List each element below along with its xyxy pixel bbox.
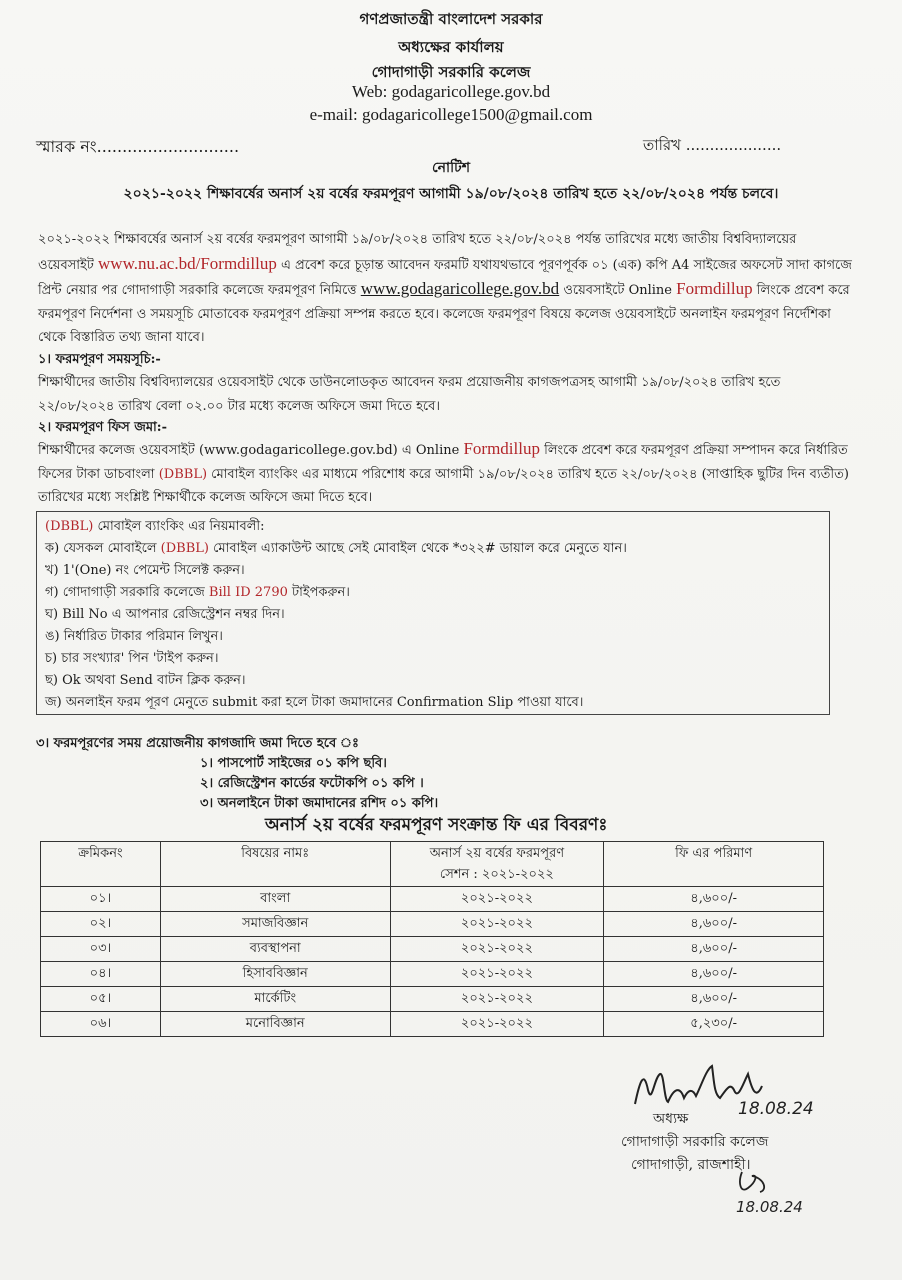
fee-text-b: লিংকে প্রবেশ করে ফরমপূরণ প্রক্রিয়া সম্পাদন করে নির্ধারিত ফিসের টাকা ডাচবাংলা [38, 443, 848, 482]
table-row: ০৬। মনোবিজ্ঞান ২০২১-২০২২ ৫,২৩০/- [41, 1012, 824, 1037]
header-subject: বিষয়ের নামঃ [160, 842, 390, 887]
dbbl-rule: ক) যেসকল মোবাইলে (DBBL) মোবাইল এ্যাকাউন্ট আছে সেই মোবাইল থেকে *৩২২# ডায়াল করে মেনুতে যান। [45, 541, 627, 556]
dbbl-rules-title [45, 516, 821, 538]
intro-text-d: লিংকে প্রবেশ করে ফরমপূরণ নির্দেশনা ও সময়সূচি মোতাবেক ফরমপূরণ প্রক্রিয়া সম্পন্ন করতে হবে। কলেজে ফরমপূরণ বিষয়ে কলেজ ওয়েবসাইটে অনলাইন ফরমপূরণ নির্দেশিকা থেকে বিস্তারিত তথ্য জানা যাবে। [38, 283, 850, 345]
dbbl-rule: ঘ) Bill No এ আপনার রেজিস্ট্রেশন নম্বর দিন। [45, 607, 285, 622]
signatory-designation: অধ্যক্ষ [653, 1111, 689, 1127]
fee-table [40, 841, 824, 1037]
fee-payment-heading: ২। ফরমপূরণ ফিস জমা:- [38, 420, 168, 435]
signatory-location: গোদাগাড়ী, রাজশাহী। [631, 1157, 751, 1173]
schedule-heading: ১। ফরমপূরণ সময়সূচি:- [38, 352, 161, 367]
requirement-item: ২। রেজিস্ট্রেশন কার্ডের ফটোকপি ০১ কপি । [200, 776, 424, 791]
formdillup-label-2: Formdillup [463, 439, 540, 458]
requirement-item: ১। পাসপোর্ট সাইজের ০১ কপি ছবি। [200, 756, 387, 771]
dbbl-rule: খ) 1'(One) নং পেমেন্ট সিলেক্ট করুন। [45, 563, 245, 578]
dbbl-rule: ঙ) নির্ধারিত টাকার পরিমান লিখুন। [45, 629, 223, 644]
college-website-link[interactable]: www.godagaricollege.gov.bd [360, 279, 560, 298]
dbbl-rule: চ) চার সংখ্যার' পিন 'টাইপ করুন। [45, 651, 219, 666]
table-row: ০১। বাংলা ২০২১-২০২২ ৪,৬০০/- [41, 887, 824, 912]
date-field: তারিখ .................... [643, 136, 782, 154]
dbbl-rule: গ) গোদাগাড়ী সরকারি কলেজে Bill ID 2790 টাইপকরুন। [45, 585, 350, 600]
dbbl-title-text: মোবাইল ব্যাংকিং এর নিয়মাবলী: [97, 519, 265, 534]
svg-text:18.08.24: 18.08.24 [736, 1198, 803, 1216]
fee-table-header [41, 842, 824, 887]
office-name: অধ্যক্ষের কার্যালয় [398, 38, 504, 56]
fee-text-c: মোবাইল ব্যাংকিং এর মাধ্যমে পরিশোধ করে আগামী ১৯/০৮/২০২৪ তারিখ হতে ২২/০৮/২০২৪ (সাপ্তাহিক ছুটির দিন ব্যতীত) তারিখের মধ্যে সংশ্লিষ্ট শিক্ষার্থীকে কলেজ অফিসে জমা দিতে হবে। [38, 466, 849, 505]
signatory-institution: গোদাগাড়ী সরকারি কলেজ [621, 1134, 769, 1150]
dbbl-title-red: (DBBL) [45, 519, 94, 534]
table-row: ০২। সমাজবিজ্ঞান ২০২১-২০২২ ৪,৬০০/- [41, 912, 824, 937]
formdillup-label: Formdillup [676, 279, 753, 298]
intro-text-a: ২০২১-২০২২ শিক্ষাবর্ষের অনার্স ২য় বর্ষের ফরমপূরণ আগামী ১৯/০৮/২০২৪ তারিখ হতে ২২/০৮/২০২৪ পর্যন্ত তারিখের মধ্যে জাতীয় বিশ্ববিদ্যালয়ের ওয়েবসাইট [38, 232, 797, 273]
fee-table-title: অনার্স ২য় বর্ষের ফরমপূরণ সংক্রান্ত ফি এর বিবরণঃ [265, 815, 608, 835]
table-row: ০৪। হিসাববিজ্ঞান ২০২১-২০২২ ৪,৬০০/- [41, 962, 824, 987]
header-session: অনার্স ২য় বর্ষের ফরমপূরণ সেশন : ২০২১-২০২২ [390, 842, 604, 887]
fee-text-a: শিক্ষার্থীদের কলেজ ওয়েবসাইট (www.godagaricollege.gov.bd) এ Online [38, 443, 460, 458]
table-row: ০৩। ব্যবস্থাপনা ২০২১-২০২২ ৪,৬০০/- [41, 937, 824, 962]
fee-payment-paragraph [38, 437, 856, 510]
nu-formfillup-link[interactable]: www.nu.ac.bd/Formdillup [98, 253, 277, 273]
header-serial: ক্রমিকনং [41, 842, 161, 887]
college-name: গোদাগাড়ী সরকারি কলেজ [371, 63, 531, 81]
requirement-item: ৩। অনলাইনে টাকা জমাদানের রশিদ ০১ কপি। [200, 796, 439, 811]
intro-paragraph [38, 228, 856, 350]
dbbl-rule: ছ) Ok অথবা Send বাটন ক্লিক করুন। [45, 673, 246, 688]
dbbl-rule: জ) অনলাইন ফরম পূরণ মেনুতে submit করা হলে টাকা জমাদানের Confirmation Slip পাওয়া যাবে। [45, 695, 584, 710]
college-email: e-mail: godagaricollege1500@gmail.com [309, 105, 593, 124]
dbbl-label: (DBBL) [158, 466, 208, 482]
requirements-heading: ৩। ফরমপূরণের সময় প্রয়োজনীয় কাগজাদি জমা দিতে হবে ঃ [36, 736, 359, 751]
intro-text-c: ওয়েবসাইটে Online [563, 283, 672, 298]
memo-number: স্মারক নং............................ [36, 137, 240, 156]
svg-text:18.08.24: 18.08.24 [738, 1099, 814, 1119]
govt-name: গণপ্রজাতন্ত্রী বাংলাদেশ সরকার [359, 10, 543, 28]
intro-text-b: এ প্রবেশ করে চূড়ান্ত আবেদন ফরমটি যথাযথভাবে পূরণপূর্বক ০১ (এক) কপি A4 সাইজের অফসেট সাদা কাগজে প্রিন্ট নেয়ার পর গোদাগাড়ী সরকারি কলেজে ফরমপূরণ নিমিত্তে [38, 257, 852, 298]
table-row: ০৫। মার্কেটিং ২০২১-২০২২ ৪,৬০০/- [41, 987, 824, 1012]
notice-subject: ২০২১-২০২২ শিক্ষাবর্ষের অনার্স ২য় বর্ষের ফরমপূরণ আগামী ১৯/০৮/২০২৪ তারিখ হতে ২২/০৮/২০২৪ পর্যন্ত চলবে। [123, 186, 779, 202]
schedule-text: শিক্ষার্থীদের জাতীয় বিশ্ববিদ্যালয়ের ওয়েবসাইট থেকে ডাউনলোডকৃত আবেদন ফরম প্রয়োজনীয় কাগজপত্রসহ আগামী ১৯/০৮/২০২৪ তারিখ হতে ২২/০৮/২০২৪ তারিখ বেলা ০২.০০ টার মধ্যে কলেজ অফিসে জমা দিতে হবে। [38, 375, 781, 414]
initial-signature [730, 1168, 840, 1218]
notice-title: নোটিশ [431, 160, 470, 176]
dbbl-rules-box [36, 511, 830, 715]
college-website: Web: godagaricollege.gov.bd [351, 82, 551, 101]
header-fee: ফি এর পরিমাণ [604, 842, 824, 887]
